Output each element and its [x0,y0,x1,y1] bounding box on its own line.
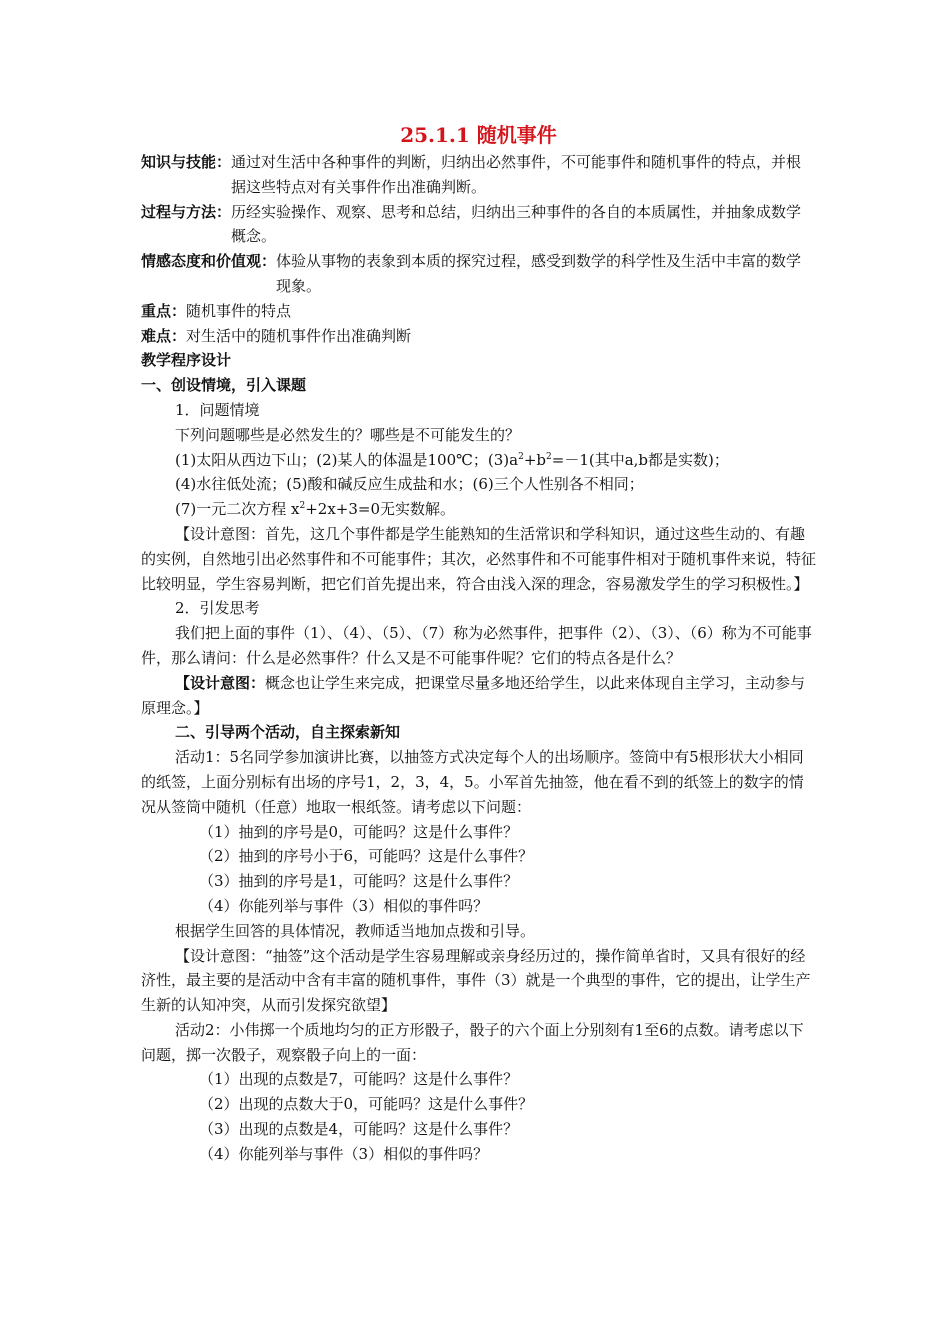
difficulty-label: 难点： [141,326,187,345]
activity2-question: （3）出现的点数是4，可能吗？这是什么事件？ [199,1120,519,1139]
event-list-line-2: (4)水往低处流；(5)酸和碱反应生成盐和水；(6)三个人性别各不相同； [175,475,644,494]
design-intent-2 [141,671,816,721]
event-list-line-1 [141,448,816,473]
activity-2: 活动2：小伟掷一个质地均匀的正方形骰子，骰子的六个面上分别刻有1至6的点数。请考虑以下问题，掷一次骰子，观察骰子向上的一面： [141,1020,804,1064]
guide-text: 根据学生回答的具体情况，教师适当地加点拨和引导。 [175,921,536,940]
section1-heading: 一、创设情境，引入课题 [141,376,307,395]
design-intent-label: 【设计意图： [175,673,266,692]
activity1-question: （3）抽到的序号是1，可能吗？这是什么事件？ [199,872,519,891]
design-intent-3: 【设计意图：“抽签”这个活动是学生容易理解或亲身经历过的，操作简单省时，又具有很好的经济性，最主要的是活动中含有丰富的随机事件，事件（3）就是一个典型的事件，它的提出，让学生产生新的认知冲突，从而引发探究欲望】 [141,946,811,1015]
objective-label: 知识与技能： [141,153,232,171]
design-intent-text: 概念也让学生来完成，把课堂尽量多地还给学生，以此来体现自主学习，主动参与原理念。】 [141,673,806,717]
superscript: 2 [518,451,524,462]
objective-process [141,200,816,250]
event-text: (7)一元二次方程 x [175,500,300,519]
event-text: +b [523,450,547,469]
superscript: 2 [299,501,306,512]
program-title: 教学程序设计 [141,351,232,370]
event-text: =－1(其中a,b都是实数)； [551,450,729,469]
sub2-title: 2．引发思考 [175,599,260,618]
document-title: 25.1.1 随机事件 [400,123,557,147]
activity1-question: （2）抽到的序号小于6，可能吗？这是什么事件？ [199,847,534,866]
superscript: 2 [546,451,552,462]
key-point [141,299,816,324]
objective-text: 通过对生活中各种事件的判断，归纳出必然事件，不可能事件和随机事件的特点，并根据这些特点对有关事件作出准确判断。 [231,153,802,196]
sub1-title: 1．问题情境 [175,400,260,419]
activity2-question: （2）出现的点数大于0，可能吗？这是什么事件？ [199,1095,534,1114]
think-paragraph: 我们把上面的事件（1）、（4）、（5）、（7）称为必然事件，把事件（2）、（3）、（6）称为不可能事件，那么请问：什么是必然事件？什么又是不可能事件呢？它们的特点各是什么？ [141,624,812,667]
objective-attitude [141,249,816,299]
activity-1: 活动1：5名同学参加演讲比赛，以抽签方式决定每个人的出场顺序。签筒中有5根形状大小相同的纸签，上面分别标有出场的序号1，2，3，4，5。小军首先抽签，他在看不到的纸签上的数字的情况从签筒中随机（任意）地取一根纸签。请考虑以下问题： [141,748,804,816]
event-list-line-3 [141,497,816,522]
difficulty-text: 对生活中的随机事件作出准确判断 [186,326,412,345]
activity1-question: （4）你能列举与事件（3）相似的事件吗？ [199,896,489,915]
question-prompt: 下列问题哪些是必然发生的？哪些是不可能发生的？ [175,425,521,444]
objective-label: 过程与方法： [141,202,232,221]
key-point-text: 随机事件的特点 [186,301,292,320]
objective-knowledge [141,150,816,200]
objective-text: 体验从事物的表象到本质的探究过程，感受到数学的科学性及生活中丰富的数学现象。 [276,252,802,295]
design-intent-1: 【设计意图：首先，这几个事件都是学生能熟知的生活常识和学科知识，通过这些生动的、有趣的实例，自然地引出必然事件和不可能事件；其次，必然事件和不可能事件相对于随机事件来说，特征比较明显，学生容易判断，把它们首先提出来，符合由浅入深的理念，容易激发学生的学习积极性。】 [141,524,817,593]
difficulty [141,324,816,349]
activity1-question: （1）抽到的序号是0，可能吗？这是什么事件？ [199,822,519,841]
activity2-question: （4）你能列举与事件（3）相似的事件吗？ [199,1144,489,1163]
section2-heading: 二、引导两个活动，自主探索新知 [175,723,401,742]
activity2-question: （1）出现的点数是7，可能吗？这是什么事件？ [199,1070,519,1089]
key-point-label: 重点： [141,301,187,320]
objective-label: 情感态度和价值观： [141,252,277,271]
event-text: +2x+3=0无实数解。 [305,500,456,519]
objective-text: 历经实验操作、观察、思考和总结，归纳出三种事件的各自的本质属性，并抽象成数学概念。 [231,202,802,246]
event-text: (1)太阳从西边下山；(2)某人的体温是100℃；(3)a [175,450,519,469]
